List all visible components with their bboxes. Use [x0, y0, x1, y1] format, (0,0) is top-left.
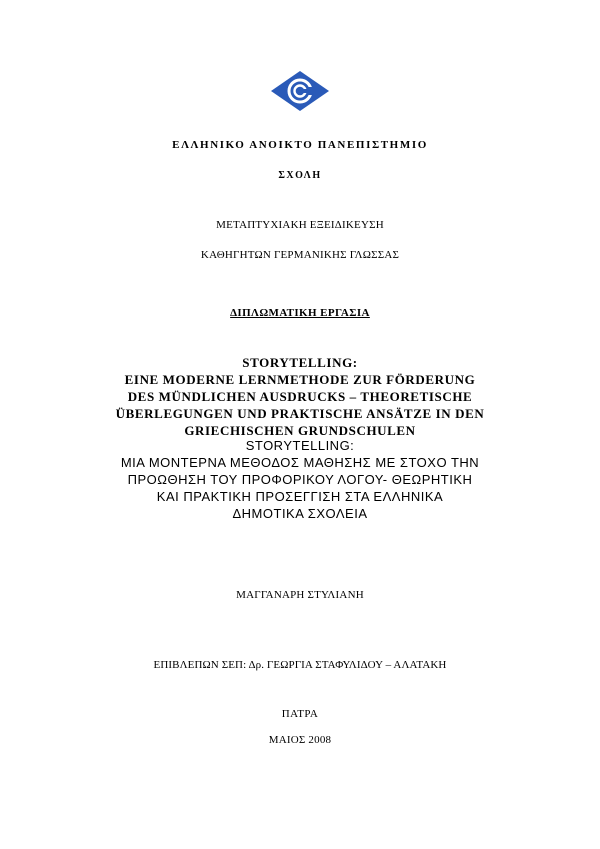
university-name: ΕΛΛΗΝΙΚΟ ΑΝΟΙΚΤΟ ΠΑΝΕΠΙΣΤΗΜΙΟ [172, 139, 428, 151]
greek-title-line: ΜΙΑ ΜΟΝΤΕΡΝΑ ΜΕΘΟΔΟΣ ΜΑΘΗΣΗΣ ΜΕ ΣΤΟΧΟ ΤΗΝ [120, 455, 480, 470]
date: ΜΑΙΟΣ 2008 [268, 734, 332, 746]
german-title [0, 354, 600, 439]
supervisor-line: ΕΠΙΒΛΕΠΩΝ ΣΕΠ: Δρ. ΓΕΩΡΓΙΑ ΣΤΑΦΥΛΙΔΟΥ – ΑΛΑΤΑΚΗ [153, 659, 447, 671]
school-label: ΣΧΟΛΗ [278, 170, 322, 181]
german-title-line: EINE MODERNE LERNMETHODE ZUR FÖRDERUNG [124, 372, 476, 387]
greek-title-line: STORYTELLING: [245, 438, 355, 453]
city: ΠΑΤΡΑ [281, 708, 319, 720]
german-title-line: DES MÜNDLICHEN AUSDRUCKS – THEORETISCHE [127, 389, 473, 404]
thesis-type: ΔΙΠΛΩΜΑΤΙΚΗ ΕΡΓΑΣΙΑ [230, 307, 370, 319]
german-title-line: STORYTELLING: [242, 355, 358, 370]
greek-title-line: ΚΑΙ ΠΡΑΚΤΙΚΗ ΠΡΟΣΕΓΓΙΣΗ ΣΤΑ ΕΛΛΗΝΙΚΑ [156, 489, 444, 504]
greek-title-line: ΠΡΟΩΘΗΣΗ ΤΟΥ ΠΡΟΦΟΡΙΚΟΥ ΛΟΓΟΥ- ΘΕΩΡΗΤΙΚΗ [127, 472, 473, 487]
greek-title [0, 437, 600, 522]
specialization-line-1: ΜΕΤΑΠΤΥΧΙΑΚΗ ΕΞΕΙΔΙΚΕΥΣΗ [216, 219, 384, 231]
author-name: ΜΑΓΓΑΝΑΡΗ ΣΤΥΛΙΑΝΗ [236, 589, 364, 601]
specialization-line-2: ΚΑΘΗΓΗΤΩΝ ΓΕΡΜΑΝΙΚΗΣ ΓΛΩΣΣΑΣ [200, 249, 400, 261]
german-title-line: ÜBERLEGUNGEN UND PRAKTISCHE ANSÄTZE IN DEN [115, 406, 485, 421]
german-title-line: GRIECHISCHEN GRUNDSCHULEN [184, 423, 416, 438]
greek-title-line: ΔΗΜΟΤΙΚΑ ΣΧΟΛΕΙΑ [232, 506, 368, 521]
eap-university-logo-icon [270, 70, 330, 112]
